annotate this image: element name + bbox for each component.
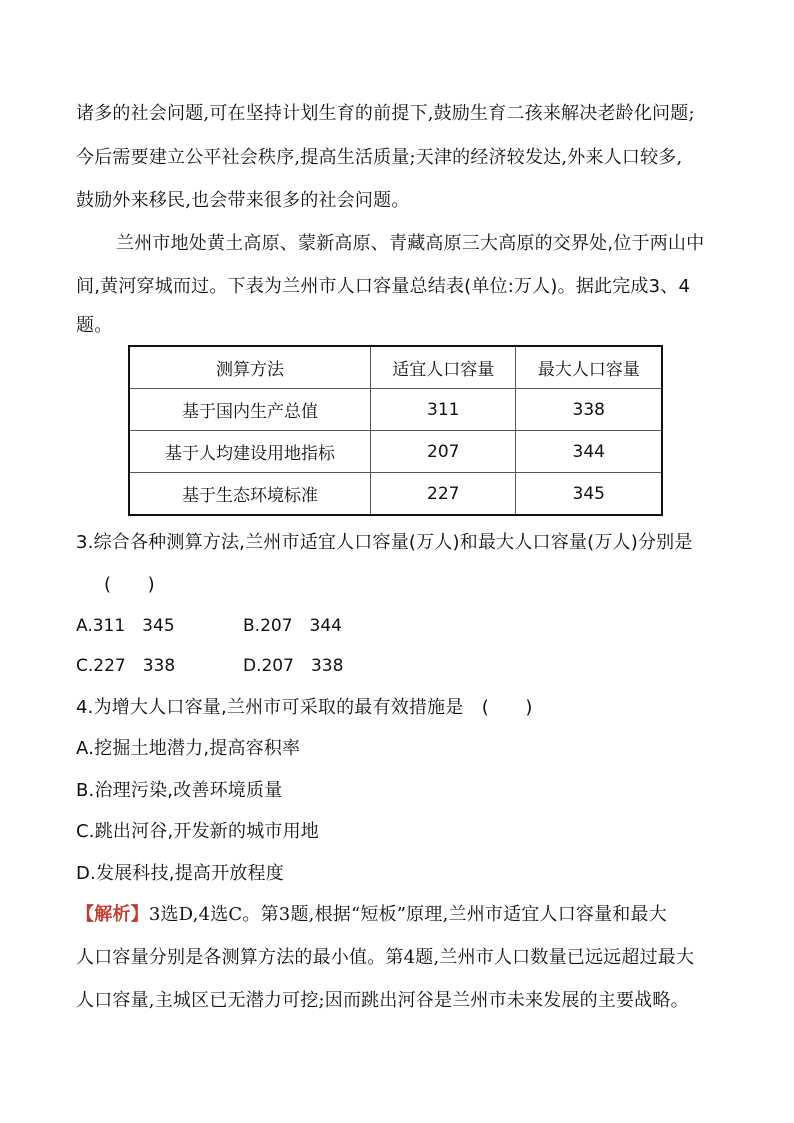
context-line-3: 题。: [76, 315, 113, 336]
table-header-method: 测算方法: [129, 346, 371, 389]
analysis-line-1: [76, 903, 667, 927]
question-3-option-c: C.227 338: [76, 656, 176, 676]
table-cell: 基于国内生产总值: [129, 389, 371, 431]
table-cell: 345: [516, 473, 662, 516]
question-4-option-d: D.发展科技,提高开放程度: [76, 863, 284, 884]
table-cell: 207: [371, 431, 516, 473]
analysis-line-2: 人口容量分别是各测算方法的最小值。第4题,兰州市人口数量已远远超过最大: [76, 947, 695, 968]
question-3-blank: ( ): [104, 574, 155, 595]
table-cell: 基于人均建设用地指标: [129, 431, 371, 473]
table-header-maximum: 最大人口容量: [516, 346, 662, 389]
analysis-tag: 【解析】: [76, 904, 149, 925]
question-3-option-b: B.207 344: [243, 616, 342, 636]
table-cell: 227: [371, 473, 516, 516]
intro-line-3: 鼓励外来移民,也会带来很多的社会问题。: [76, 190, 410, 211]
context-line-1: 兰州市地处黄土高原、蒙新高原、青藏高原三大高原的交界处,位于两山中: [116, 233, 705, 254]
analysis-text-1: 3选D,4选C。第3题,根据“短板”原理,兰州市适宜人口容量和最大: [148, 904, 667, 925]
table-row: [129, 431, 662, 473]
table-row: [129, 389, 662, 431]
intro-line-2: 今后需要建立公平社会秩序,提高生活质量;天津的经济较发达,外来人口较多,: [76, 147, 683, 168]
question-3-option-d: D.207 338: [243, 656, 344, 676]
question-4-stem: 4.为增大人口容量,兰州市可采取的最有效措施是 ( ): [76, 697, 533, 718]
intro-line-1: 诸多的社会问题,可在坚持计划生育的前提下,鼓励生育二孩来解决老龄化问题;: [76, 103, 695, 124]
question-3-option-a: A.311 345: [76, 616, 175, 636]
question-3-stem: 3.综合各种测算方法,兰州市适宜人口容量(万人)和最大人口容量(万人)分别是: [76, 532, 693, 553]
context-line-2: 间,黄河穿城而过。下表为兰州市人口容量总结表(单位:万人)。据此完成3、4: [76, 276, 691, 297]
table-cell: 基于生态环境标准: [129, 473, 371, 516]
table-cell: 344: [516, 431, 662, 473]
question-4-option-c: C.跳出河谷,开发新的城市用地: [76, 821, 320, 842]
question-4-option-b: B.治理污染,改善环境质量: [76, 780, 283, 801]
table-cell: 338: [516, 389, 662, 431]
table-header-row: [129, 346, 662, 389]
question-4-option-a: A.挖掘土地潜力,提高容积率: [76, 738, 301, 759]
table-header-suitable: 适宜人口容量: [371, 346, 516, 389]
population-capacity-table: [128, 345, 663, 516]
table-cell: 311: [371, 389, 516, 431]
table-row: [129, 473, 662, 516]
analysis-line-3: 人口容量,主城区已无潜力可挖;因而跳出河谷是兰州市未来发展的主要战略。: [76, 990, 689, 1011]
